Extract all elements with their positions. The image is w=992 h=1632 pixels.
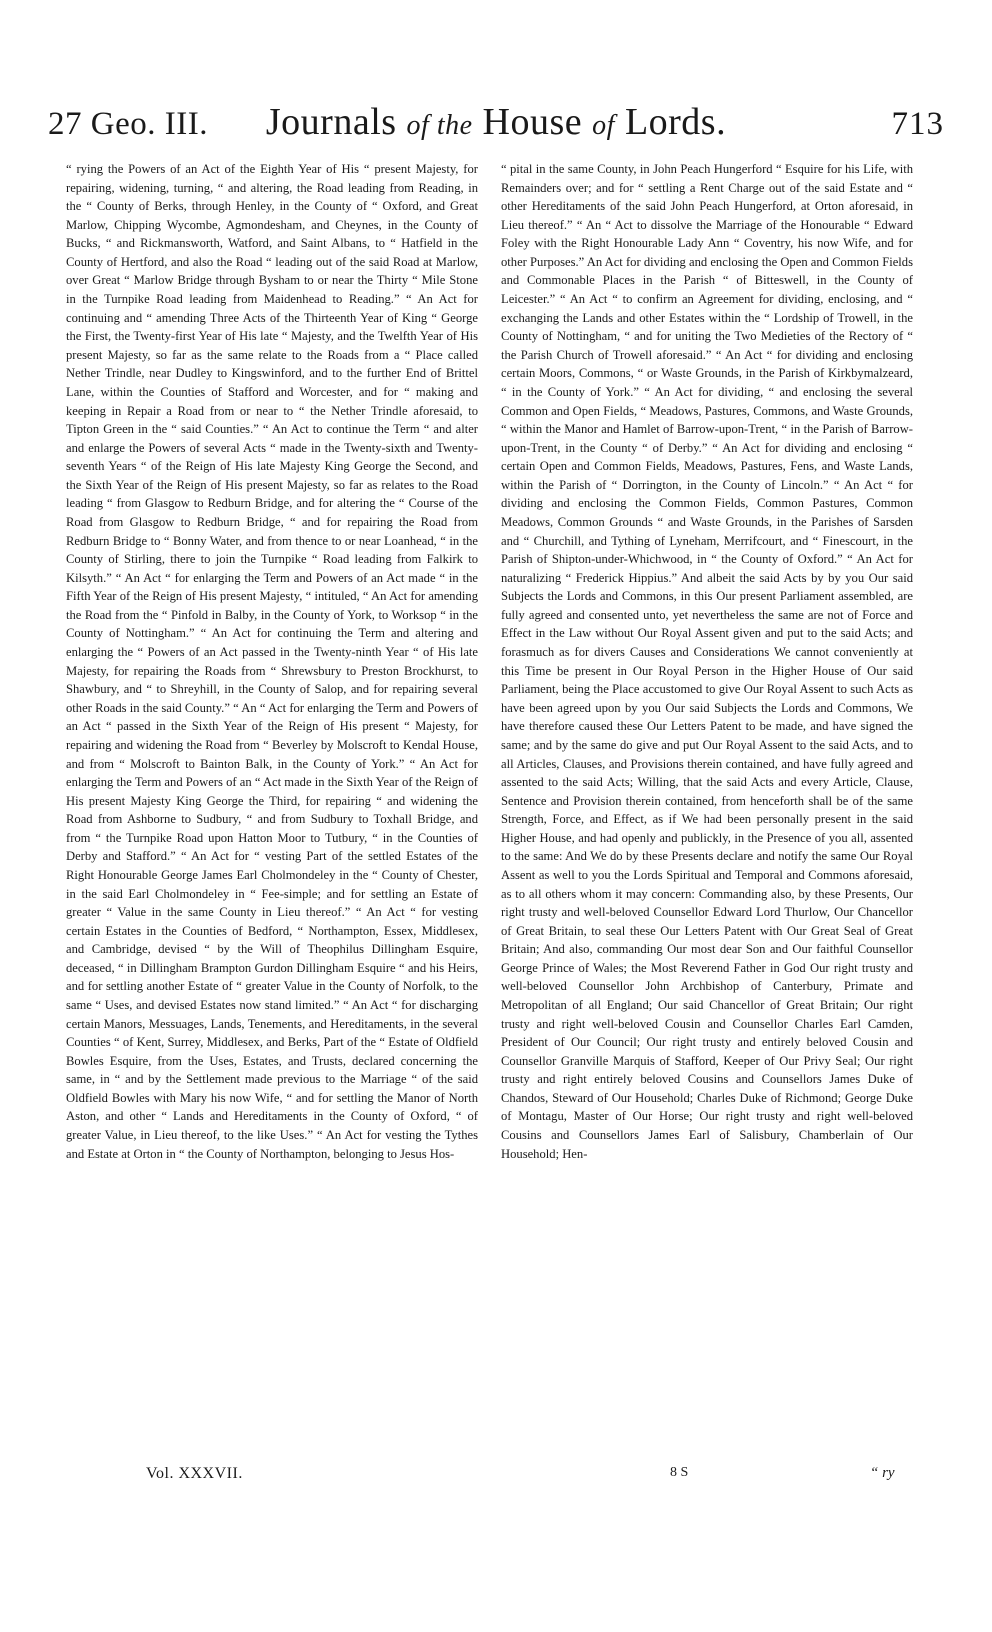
right-column-text: “ pital in the same County, in John Peach Hungerford “ Esquire for his Life, with Remainders over; and for “ settling a Rent Charge out of the said Estate and “ other Hereditaments of the said John Peach Hungerford, at Orton aforesaid, in Lieu thereof.” “ An “ Act to dissolve the Marriage of the Honourable “ Edward Foley with the Right Honourable Lady Ann “ Coventry, his now Wife, and for other Purposes.” An Act for dividing and enclosing the Open and Common Fields and Commonable Places in the Parish “ of Bitteswell, in the County of Leicester.” “ An Act “ to confirm an Agreement for dividing, enclosing, and “ exchanging the Lands and other Estates within the “ Lordship of Trowell, in the County of Nottingham, “ and for uniting the Two Medieties of the Rectory of “ the Parish Church of Trowell aforesaid.” “ An Act “ for dividing and enclosing certain Moors, Commons, “ or Waste Grounds, in the Parish of Kirkbymalzeard, “ in the County of York.” “ An Act for dividing, “ and enclosing the several Common and Open Fields, “ Meadows, Pastures, Commons, and Waste Grounds, “ within the Manor and Hamlet of Barrow-upon-Trent, “ in the Parish of Barrow-upon-Trent, in the County “ of Derby.” “ An Act for dividing and enclosing “ certain Open and Common Fields, Meadows, Pastures, Fens, and Waste Lands, within the Parish of “ Dorrington, in the County of Lincoln.” “ An Act “ for dividing and enclosing the Common Fields, Common Pastures, Common Meadows, Common Grounds “ and Waste Grounds, in the Parishes of Sarsden and “ Churchill, and Tything of Lyneham, Merrifcourt, and “ Finescourt, in the Parish of Shipton-under-Whichwood, in “ the County of Oxford.” “ An Act for naturalizing “ Frederick Hippius.” And albeit the said Acts by by you Our said Subjects the Lords and Commons, in this Our present Parliament assembled, are fully agreed and consented unto, yet nevertheless the same are not of Force and Effect in the Law without Our Royal Assent given and put to the said Acts; and forasmuch as for divers Causes and Considerations We cannot conveniently at this Time be present in Our Royal Person in the Higher House of Our said Parliament, being the Place accustomed to give Our Royal Assent to such Acts as have been agreed upon by you Our said Subjects the Lords and Commons, We have therefore caused these Our Letters Patent to be made, and have signed the same; and by the same do give and put Our Royal Assent to the said Acts, and to all Articles, Clauses, and Provisions therein contained, and have fully agreed and assented to the said Acts; Willing, that the said Acts and every Article, Clause, Sentence and Provision therein contained, from henceforth shall be of the same Strength, Force, and Effect, as if We had been personally present in the said Higher House, and had openly and publickly, in the Presence of you all, assented to the same: And We do by these Presents declare and notify the same Our Royal Assent as well to you the Lords Spiritual and Temporal and Commons aforesaid, as to all others whom it may concern: Commanding also, by these Presents, Our right trusty and well-beloved Counsellor Edward Lord Thurlow, Our Chancellor of Great Britain, to seal these Our Letters Patent with Our Great Seal of Great Britain; And also, commanding Our most dear Son and Our faithful Counsellor George Prince of Wales; the Most Reverend Father in God Our right trusty and well-beloved Counsellor John Archbishop of Canterbury, Primate and Metropolitan of all England; Our said Chancellor of Great Britain; Our right trusty and right well-beloved Cousin and Counsellor Charles Earl Camden, President of Our Council; Our right trusty and entirely beloved Cousin and Counsellor Granville Marquis of Stafford, Keeper of Our Privy Seal; Our right trusty and right entirely beloved Cousins and Counsellors James Duke of Chandos, Steward of Our Household; Charles Duke of Richmond; George Duke of Montagu, Master of Our Horse; Our right trusty and right well-beloved Cousins and Counsellors James Earl of Salisbury, Chamberlain of Our Household; Hen- [501, 162, 913, 1161]
title-of: of [592, 110, 615, 141]
left-column-text: “ rying the Powers of an Act of the Eighth Year of His “ present Majesty, for repairing, widening, turning, “ and altering, the Road leading from Reading, in the “ County of Berks, through Henley, in the County of “ Oxford, and Great Marlow, Chipping Wycombe, Agmondesham, and Cheynes, in the County of Bucks, “ and Rickmansworth, Watford, and Saint Albans, to “ Hatfield in the County of Hertford, and also the Road “ leading out of the said Road at Marlow, over Great “ Marlow Bridge through Bysham to or near the Thirty “ Mile Stone in the Turnpike Road leading from Maidenhead to Reading.” “ An Act for continuing and “ amending Three Acts of the Thirteenth Year of King “ George the First, the Twenty-first Year of His late “ Majesty, and the Twelfth Year of His present Majesty, so far as the same relate to the Roads from a “ Place called Nether Trindle, near Dudley to Kingswinford, and to the further End of Brittel Lane, within the Counties of Stafford and Worcester, and for “ making and keeping in Repair a Road from or near to “ the Nether Trindle aforesaid, to Tipton Green in the “ said Counties.” “ An Act to continue the Term “ and alter and enlarge the Powers of several Acts “ made in the Twenty-sixth and Twenty-seventh Years “ of the Reign of His late Majesty King George the Second, and the Sixth Year of the Reign of His present Majesty, so far as relates to the Road leading “ from Glasgow to Redburn Bridge, and for altering the “ Course of the Road from Glasgow to Redburn Bridge, “ and for repairing the Road from Redburn Bridge to “ Bonny Water, and from thence to or near Loanhead, “ in the County of Stirling, there to join the Turnpike “ Road leading from Falkirk to Kilsyth.” “ An Act “ for enlarging the Term and Powers of an Act made “ in the Fifth Year of the Reign of His present Majesty, “ intituled, “ An Act for amending the Road from the “ Pinfold in Balby, in the County of York, to Worksop “ in the County of Nottingham.” “ An Act for continuing the Term and altering and enlarging the “ Powers of an Act passed in the Twenty-ninth Year “ of His late Majesty, for repairing the Roads from “ Shrewsbury to Preston Brockhurst, to Shawbury, and “ to Shreyhill, in the County of Salop, and for repairing several other Roads in the said County.” “ An “ Act for enlarging the Term and Powers of an Act “ passed in the Sixth Year of the Reign of His present “ Majesty, for repairing and widening the Road from “ Beverley by Molscroft to Kendal House, and from “ Molscroft to Bainton Balk, in the County of York.” “ An Act for enlarging the Term and Powers of an “ Act made in the Sixth Year of the Reign of His present Majesty King George the Third, for repairing “ and widening the Road from Ashborne to Sudbury, “ and from Sudbury to Toxhall Bridge, and from “ the Turnpike Road upon Hatton Moor to Tutbury, “ in the Counties of Derby and Stafford.” “ An Act for “ vesting Part of the settled Estates of the Right Honourable George James Earl Cholmondeley in the “ County of Chester, in the said Earl Cholmondeley in “ Fee-simple; and for settling an Estate of greater “ Value in the same County in Lieu thereof.” “ An Act “ for vesting certain Estates in the Counties of Bedford, “ Northampton, Essex, Middlesex, and Cambridge, devised “ by the Will of Theophilus Dillingham Esquire, deceased, “ in Dillingham Brampton Gurdon Dillingham Esquire “ and his Heirs, and for settling another Estate of “ greater Value in the County of Norfolk, to the same “ Uses, and devised Estates now stand limited.” “ An Act “ for discharging certain Manors, Messuages, Lands, Tenements, and Hereditaments, in the several Counties “ of Kent, Surrey, Middlesex, and Berks, Part of the “ Estate of Oldfield Bowles Esquire, from the Uses, Estates, and Trusts, declared concerning the same, in “ and by the Settlement made previous to the Marriage “ of the said Oldfield Bowles with Mary his now Wife, “ and for settling the Manor of North Aston, and other “ Lands and Hereditaments in the County of Oxford, “ of greater Value, in Lieu thereof, to the like Uses.” “ An Act for vesting the Tythes and Estate at Orton in “ the County of Northampton, belonging to Jesus Hos- [66, 162, 478, 1161]
right-column [501, 160, 913, 1462]
left-column [66, 160, 478, 1462]
signature-mark: 8 S [670, 1465, 689, 1480]
page-header [48, 100, 944, 156]
running-title [48, 100, 944, 144]
regnal-year: 27 Geo. III. [48, 106, 208, 142]
page-footer [48, 1465, 944, 1491]
catchword: “ ry [870, 1465, 895, 1481]
page-number: 713 [891, 106, 944, 142]
volume-label: Vol. XXXVII. [146, 1465, 243, 1482]
title-of-the: of the [406, 110, 473, 141]
title-house: House [482, 101, 583, 143]
title-journals: Journals [265, 101, 397, 143]
title-lords: Lords. [624, 101, 727, 143]
